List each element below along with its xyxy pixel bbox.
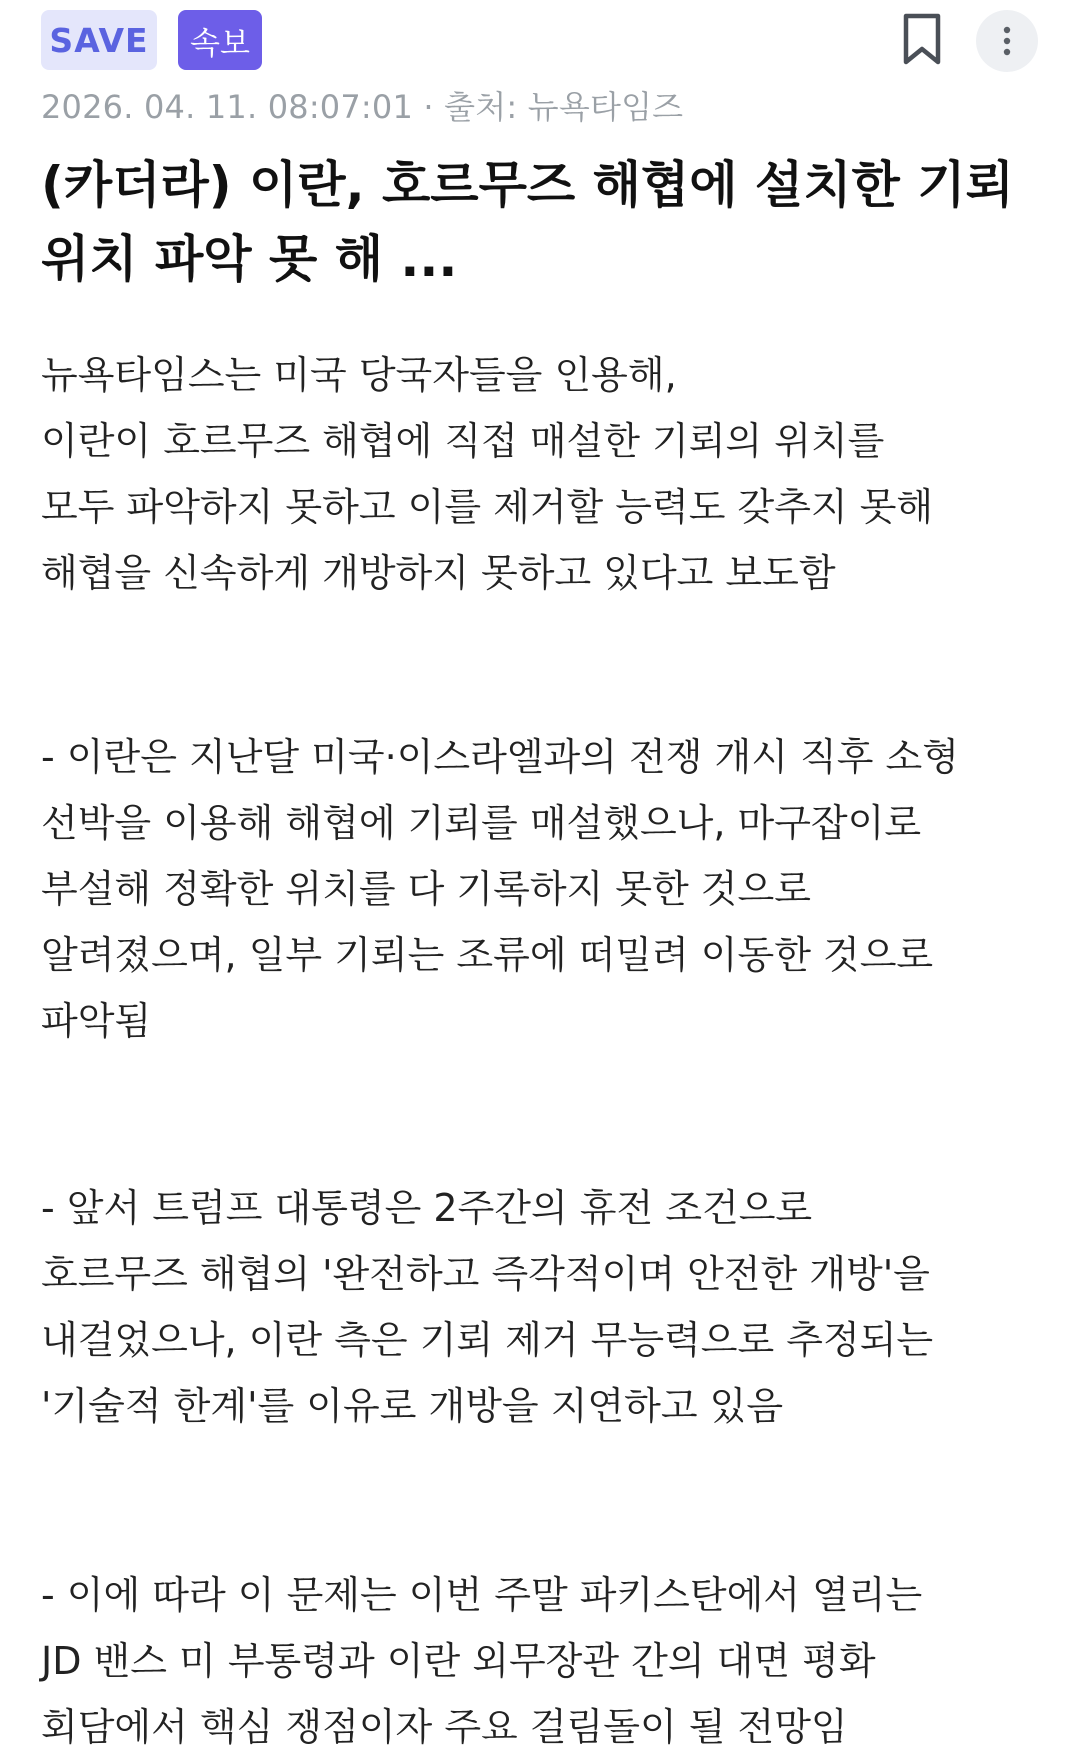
paragraph-line: 알려졌으며, 일부 기뢰는 조류에 떠밀려 이동한 것으로 [41, 933, 934, 977]
article-paragraph-ceasefire [41, 1175, 1051, 1439]
paragraph-line: 부설해 정확한 위치를 다 기록하지 못한 것으로 [41, 867, 811, 911]
paragraph-line: - 앞서 트럼프 대통령은 2주간의 휴전 조건으로 [41, 1186, 813, 1230]
paragraph-line: 회담에서 핵심 쟁점이자 주요 걸림돌이 될 전망임 [41, 1705, 848, 1749]
headline-line: (카더라) 이란, 호르무즈 해협에 설치한 기뢰 [41, 156, 1014, 214]
article-paragraph-mines [41, 724, 1051, 1054]
meta-separator: · [413, 88, 445, 126]
paragraph-line: 뉴욕타임스는 미국 당국자들을 인용해, [41, 353, 677, 397]
paragraph-line: 이란이 호르무즈 해협에 직접 매설한 기뢰의 위치를 [41, 419, 885, 463]
more-vertical-icon [1002, 26, 1012, 56]
paragraph-line: 호르무즈 해협의 '완전하고 즉각적이며 안전한 개방'을 [41, 1252, 930, 1296]
breaking-news-badge: 속보 [178, 10, 262, 70]
save-badge[interactable]: SAVE [41, 10, 157, 70]
article-paragraph-intro [41, 342, 1051, 606]
article-paragraph-talks [41, 1562, 1051, 1760]
article-meta [41, 82, 683, 128]
article-toolbar [0, 0, 1080, 84]
headline-line: 위치 파악 못 해 ... [41, 230, 458, 288]
paragraph-line: '기술적 한계'를 이유로 개방을 지연하고 있음 [41, 1384, 784, 1428]
paragraph-line: 파악됨 [41, 999, 152, 1043]
paragraph-line: 모두 파악하지 못하고 이를 제거할 능력도 갖추지 못해 [41, 485, 934, 529]
paragraph-line: 내걸었으나, 이란 측은 기뢰 제거 무능력으로 추정되는 [41, 1318, 934, 1362]
paragraph-line: JD 밴스 미 부통령과 이란 외무장관 간의 대면 평화 [41, 1639, 876, 1683]
article-source: 출처: 뉴욕타임즈 [444, 88, 684, 126]
paragraph-line: - 이에 따라 이 문제는 이번 주말 파키스탄에서 열리는 [41, 1573, 923, 1617]
publish-datetime: 2026. 04. 11. 08:07:01 [41, 88, 414, 126]
article-headline [41, 148, 1041, 296]
bookmark-icon[interactable] [900, 12, 944, 68]
paragraph-line: - 이란은 지난달 미국·이스라엘과의 전쟁 개시 직후 소형 [41, 735, 959, 779]
more-options-button[interactable] [976, 10, 1038, 72]
paragraph-line: 해협을 신속하게 개방하지 못하고 있다고 보도함 [41, 551, 836, 595]
paragraph-line: 선박을 이용해 해협에 기뢰를 매설했으나, 마구잡이로 [41, 801, 922, 845]
